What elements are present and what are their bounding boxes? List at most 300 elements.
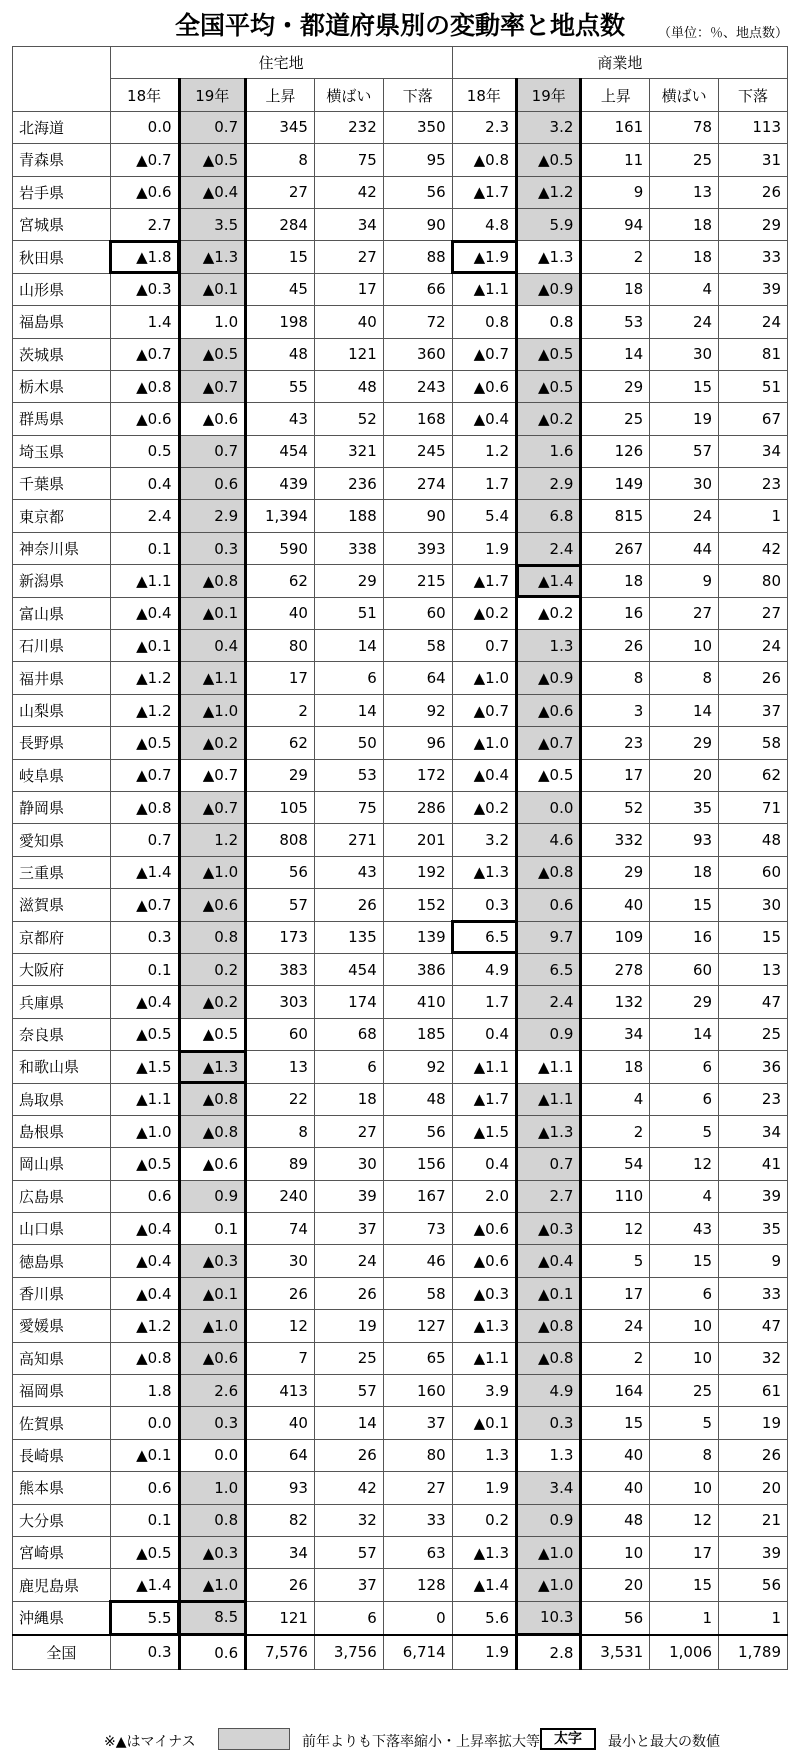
com-18-cell: ▲1.3 (452, 1310, 516, 1342)
res-19-cell: ▲0.3 (179, 1536, 246, 1568)
res-19-cell: ▲1.0 (179, 1569, 246, 1601)
table-row (13, 856, 788, 888)
res-up-cell: 64 (246, 1439, 315, 1471)
res-18-cell: ▲0.7 (110, 889, 179, 921)
com-up-cell: 278 (581, 953, 650, 985)
res-up-cell: 198 (246, 306, 315, 338)
res-flat-header: 横ばい (314, 79, 383, 111)
com-19-cell: 1.6 (517, 435, 581, 467)
table-body (13, 111, 788, 1669)
com-up-cell: 126 (581, 435, 650, 467)
com-down-cell: 67 (719, 403, 788, 435)
res-down-cell: 215 (383, 565, 452, 597)
com-18-cell: 4.8 (452, 208, 516, 240)
prefecture-cell: 鹿児島県 (13, 1569, 111, 1601)
res-19-cell: 8.5 (179, 1601, 246, 1634)
res-up-cell: 15 (246, 241, 315, 273)
com-down-cell: 81 (719, 338, 788, 370)
com-down-cell: 80 (719, 565, 788, 597)
com-19-cell: ▲0.2 (517, 597, 581, 629)
res-flat-cell: 174 (314, 986, 383, 1018)
prefecture-cell: 広島県 (13, 1180, 111, 1212)
com-18-cell: ▲1.3 (452, 1536, 516, 1568)
res-19-cell: ▲0.6 (179, 1342, 246, 1374)
res-flat-cell: 14 (314, 1407, 383, 1439)
res-down-cell: 46 (383, 1245, 452, 1277)
table-row (13, 468, 788, 500)
res-down-cell: 393 (383, 532, 452, 564)
com-down-cell: 36 (719, 1051, 788, 1083)
res-18-cell: ▲0.8 (110, 370, 179, 402)
res-flat-cell: 68 (314, 1018, 383, 1050)
com-flat-cell: 35 (650, 791, 719, 823)
prefecture-cell: 新潟県 (13, 565, 111, 597)
res-down-cell: 172 (383, 759, 452, 791)
res-18-cell: ▲1.4 (110, 1569, 179, 1601)
table-row (13, 727, 788, 759)
com-up-cell: 14 (581, 338, 650, 370)
res-19-cell: 0.2 (179, 953, 246, 985)
res-19-cell: ▲0.7 (179, 759, 246, 791)
res-up-cell: 173 (246, 921, 315, 953)
com-19-cell: ▲1.3 (517, 241, 581, 273)
com-18-cell: ▲1.3 (452, 856, 516, 888)
com-down-cell: 24 (719, 630, 788, 662)
res-18-cell: ▲1.0 (110, 1115, 179, 1147)
com-flat-cell: 10 (650, 1472, 719, 1504)
res-up-cell: 26 (246, 1569, 315, 1601)
com-flat-cell: 10 (650, 1342, 719, 1374)
com-up-cell: 332 (581, 824, 650, 856)
com-19-cell: ▲0.7 (517, 727, 581, 759)
com-19-cell: ▲1.2 (517, 176, 581, 208)
res-flat-cell: 14 (314, 694, 383, 726)
table-row (13, 1213, 788, 1245)
com-down-cell: 1,789 (719, 1635, 788, 1670)
prefecture-cell: 栃木県 (13, 370, 111, 402)
com-18-cell: 0.7 (452, 630, 516, 662)
res-flat-cell: 75 (314, 791, 383, 823)
com-down-cell: 1 (719, 500, 788, 532)
res-19-cell: ▲0.8 (179, 565, 246, 597)
com-flat-cell: 10 (650, 1310, 719, 1342)
prefecture-cell: 千葉県 (13, 468, 111, 500)
com-flat-cell: 20 (650, 759, 719, 791)
res-down-cell: 72 (383, 306, 452, 338)
prefecture-cell: 大阪府 (13, 953, 111, 985)
res-down-cell: 152 (383, 889, 452, 921)
prefecture-cell: 香川県 (13, 1277, 111, 1309)
com-up-cell: 23 (581, 727, 650, 759)
res-down-header: 下落 (383, 79, 452, 111)
com-up-cell: 16 (581, 597, 650, 629)
com-up-cell: 161 (581, 111, 650, 143)
com-up-cell: 2 (581, 1342, 650, 1374)
com-up-cell: 26 (581, 630, 650, 662)
res-flat-cell: 321 (314, 435, 383, 467)
com-flat-cell: 16 (650, 921, 719, 953)
res-up-cell: 121 (246, 1601, 315, 1634)
table-row (13, 921, 788, 953)
prefecture-cell: 静岡県 (13, 791, 111, 823)
com-flat-cell: 14 (650, 1018, 719, 1050)
page-title: 全国平均・都道府県別の変動率と地点数 (174, 11, 625, 40)
com-18-cell: ▲0.3 (452, 1277, 516, 1309)
res-18-cell: ▲0.5 (110, 1018, 179, 1050)
res-up-cell: 413 (246, 1375, 315, 1407)
res-18-cell: 0.1 (110, 532, 179, 564)
res-18-cell: ▲0.4 (110, 1277, 179, 1309)
prefecture-cell: 大分県 (13, 1504, 111, 1536)
res-up-cell: 89 (246, 1148, 315, 1180)
res-down-cell: 350 (383, 111, 452, 143)
res-flat-cell: 27 (314, 241, 383, 273)
res-down-cell: 286 (383, 791, 452, 823)
res-down-cell: 160 (383, 1375, 452, 1407)
res-19-cell: ▲0.1 (179, 273, 246, 305)
res-up-cell: 13 (246, 1051, 315, 1083)
com-18-cell: 0.3 (452, 889, 516, 921)
com-18-cell: 4.9 (452, 953, 516, 985)
table-row (13, 208, 788, 240)
res-up-cell: 7 (246, 1342, 315, 1374)
res-18-cell: 0.1 (110, 1504, 179, 1536)
table-row (13, 1180, 788, 1212)
res-18-cell: ▲1.1 (110, 1083, 179, 1115)
res-18-cell: 0.0 (110, 111, 179, 143)
res-flat-cell: 338 (314, 532, 383, 564)
res-18-cell: ▲1.4 (110, 856, 179, 888)
com-19-cell: ▲0.8 (517, 856, 581, 888)
table-row (13, 1115, 788, 1147)
table-row (13, 1277, 788, 1309)
res-18-cell: ▲0.5 (110, 727, 179, 759)
com-19-cell: 0.6 (517, 889, 581, 921)
com-19-cell: ▲1.4 (517, 565, 581, 597)
res-19-cell: 0.4 (179, 630, 246, 662)
com-down-cell: 41 (719, 1148, 788, 1180)
com-down-cell: 37 (719, 694, 788, 726)
com-up-cell: 29 (581, 370, 650, 402)
com-down-cell: 113 (719, 111, 788, 143)
table-row (13, 824, 788, 856)
com-flat-cell: 5 (650, 1115, 719, 1147)
res-down-cell: 37 (383, 1407, 452, 1439)
com-19-cell: 0.3 (517, 1407, 581, 1439)
res-down-cell: 60 (383, 597, 452, 629)
com-18-cell: 2.0 (452, 1180, 516, 1212)
res-down-cell: 73 (383, 1213, 452, 1245)
com-up-cell: 54 (581, 1148, 650, 1180)
com-down-cell: 26 (719, 662, 788, 694)
table-row (13, 791, 788, 823)
com-flat-cell: 29 (650, 986, 719, 1018)
com-down-cell: 39 (719, 1536, 788, 1568)
res-up-cell: 60 (246, 1018, 315, 1050)
res-19-cell: ▲0.2 (179, 727, 246, 759)
res-19-cell: 1.2 (179, 824, 246, 856)
com-down-cell: 29 (719, 208, 788, 240)
com-down-cell: 62 (719, 759, 788, 791)
com-up-header: 上昇 (581, 79, 650, 111)
com-19-cell: ▲0.9 (517, 273, 581, 305)
res-down-cell: 128 (383, 1569, 452, 1601)
res-18-cell: ▲0.7 (110, 338, 179, 370)
com-down-cell: 20 (719, 1472, 788, 1504)
res-up-cell: 57 (246, 889, 315, 921)
com-flat-cell: 4 (650, 273, 719, 305)
com-18-cell: ▲1.0 (452, 727, 516, 759)
res-flat-cell: 24 (314, 1245, 383, 1277)
res-down-cell: 0 (383, 1601, 452, 1634)
com-18-cell: ▲1.1 (452, 1342, 516, 1374)
res-flat-cell: 30 (314, 1148, 383, 1180)
res-up-cell: 62 (246, 565, 315, 597)
res-19-cell: ▲1.0 (179, 856, 246, 888)
res-18-cell: 2.7 (110, 208, 179, 240)
com-19-cell: ▲1.1 (517, 1083, 581, 1115)
com-18-cell: ▲0.7 (452, 694, 516, 726)
com-19-cell: 2.9 (517, 468, 581, 500)
com-flat-cell: 18 (650, 856, 719, 888)
prefecture-cell: 神奈川県 (13, 532, 111, 564)
com-down-cell: 30 (719, 889, 788, 921)
res-flat-cell: 42 (314, 176, 383, 208)
prefecture-cell: 茨城県 (13, 338, 111, 370)
res-down-cell: 167 (383, 1180, 452, 1212)
com-down-cell: 34 (719, 435, 788, 467)
table-row (13, 1083, 788, 1115)
res-18-cell: 2.4 (110, 500, 179, 532)
com-up-cell: 48 (581, 1504, 650, 1536)
com-up-cell: 5 (581, 1245, 650, 1277)
com-flat-cell: 15 (650, 889, 719, 921)
res-flat-cell: 39 (314, 1180, 383, 1212)
table-row (13, 597, 788, 629)
com-flat-cell: 6 (650, 1051, 719, 1083)
com-up-cell: 94 (581, 208, 650, 240)
com-18-cell: ▲1.0 (452, 662, 516, 694)
res-down-cell: 90 (383, 208, 452, 240)
com-flat-cell: 15 (650, 1245, 719, 1277)
res-19-cell: ▲0.1 (179, 1277, 246, 1309)
com-up-cell: 3 (581, 694, 650, 726)
com-18-cell: 3.9 (452, 1375, 516, 1407)
prefecture-cell: 高知県 (13, 1342, 111, 1374)
com-19-cell: ▲0.5 (517, 144, 581, 176)
com-19-cell: 1.3 (517, 1439, 581, 1471)
com-down-cell: 32 (719, 1342, 788, 1374)
com-19-cell: 3.2 (517, 111, 581, 143)
prefecture-cell: 愛媛県 (13, 1310, 111, 1342)
com-18-cell: ▲1.7 (452, 176, 516, 208)
table-row (13, 1536, 788, 1568)
com-down-cell: 42 (719, 532, 788, 564)
prefecture-cell: 山梨県 (13, 694, 111, 726)
com-flat-cell: 12 (650, 1148, 719, 1180)
prefecture-cell: 京都府 (13, 921, 111, 953)
com-19-cell: 0.9 (517, 1504, 581, 1536)
res-up-cell: 240 (246, 1180, 315, 1212)
com-down-cell: 26 (719, 176, 788, 208)
res-19-cell: 0.8 (179, 921, 246, 953)
table-row (13, 273, 788, 305)
res-19-cell: 0.9 (179, 1180, 246, 1212)
res-19-cell: ▲0.5 (179, 1018, 246, 1050)
prefecture-cell: 長崎県 (13, 1439, 111, 1471)
com-flat-cell: 5 (650, 1407, 719, 1439)
com-19-cell: 2.4 (517, 986, 581, 1018)
res-flat-cell: 236 (314, 468, 383, 500)
table-row (13, 1407, 788, 1439)
prefecture-cell: 宮崎県 (13, 1536, 111, 1568)
com-19-cell: ▲1.1 (517, 1051, 581, 1083)
com-up-cell: 29 (581, 856, 650, 888)
com-18-cell: 5.4 (452, 500, 516, 532)
res-18-cell: ▲0.7 (110, 759, 179, 791)
com-down-cell: 51 (719, 370, 788, 402)
res-19-cell: 1.0 (179, 1472, 246, 1504)
res-down-cell: 274 (383, 468, 452, 500)
res-19-cell: ▲0.4 (179, 176, 246, 208)
res-down-cell: 139 (383, 921, 452, 953)
res-18-cell: 0.0 (110, 1407, 179, 1439)
commercial-header: 商業地 (452, 47, 787, 79)
table-row (13, 306, 788, 338)
com-up-cell: 8 (581, 662, 650, 694)
res-up-cell: 454 (246, 435, 315, 467)
com-down-cell: 26 (719, 1439, 788, 1471)
res-up-cell: 590 (246, 532, 315, 564)
com-flat-cell: 30 (650, 468, 719, 500)
com-up-cell: 40 (581, 889, 650, 921)
residential-header: 住宅地 (110, 47, 452, 79)
res-flat-cell: 18 (314, 1083, 383, 1115)
prefecture-cell: 群馬県 (13, 403, 111, 435)
res-down-cell: 156 (383, 1148, 452, 1180)
com-19-cell: 3.4 (517, 1472, 581, 1504)
res-19-header: 19年 (179, 79, 246, 111)
prefecture-cell: 奈良県 (13, 1018, 111, 1050)
com-19-cell: 1.3 (517, 630, 581, 662)
res-down-cell: 65 (383, 1342, 452, 1374)
com-down-cell: 34 (719, 1115, 788, 1147)
res-18-cell: ▲1.2 (110, 662, 179, 694)
res-19-cell: ▲1.3 (179, 1051, 246, 1083)
bold-note: 最小と最大の数値 (608, 1734, 720, 1750)
com-19-cell: 5.9 (517, 208, 581, 240)
com-19-cell: ▲0.6 (517, 694, 581, 726)
com-19-cell: ▲0.8 (517, 1310, 581, 1342)
total-row (13, 1635, 788, 1670)
res-up-cell: 93 (246, 1472, 315, 1504)
com-down-cell: 24 (719, 306, 788, 338)
com-19-cell: 0.8 (517, 306, 581, 338)
com-flat-cell: 24 (650, 500, 719, 532)
com-flat-cell: 1 (650, 1601, 719, 1634)
com-19-cell: ▲1.0 (517, 1569, 581, 1601)
res-up-cell: 17 (246, 662, 315, 694)
res-up-cell: 40 (246, 597, 315, 629)
res-down-cell: 63 (383, 1536, 452, 1568)
res-flat-cell: 27 (314, 1115, 383, 1147)
res-flat-cell: 32 (314, 1504, 383, 1536)
com-flat-cell: 15 (650, 370, 719, 402)
table-row (13, 111, 788, 143)
com-up-cell: 40 (581, 1439, 650, 1471)
table-row (13, 500, 788, 532)
com-up-cell: 34 (581, 1018, 650, 1050)
com-19-cell: ▲0.3 (517, 1213, 581, 1245)
res-down-cell: 56 (383, 176, 452, 208)
com-18-cell: 6.5 (452, 921, 516, 953)
prefecture-cell: 北海道 (13, 111, 111, 143)
res-18-cell: ▲0.5 (110, 1536, 179, 1568)
res-19-cell: ▲0.2 (179, 986, 246, 1018)
com-18-cell: ▲1.4 (452, 1569, 516, 1601)
com-down-cell: 58 (719, 727, 788, 759)
res-up-cell: 45 (246, 273, 315, 305)
res-19-cell: 0.3 (179, 1407, 246, 1439)
com-18-cell: ▲0.4 (452, 403, 516, 435)
com-19-cell: ▲0.5 (517, 370, 581, 402)
table-row (13, 889, 788, 921)
res-19-cell: ▲0.3 (179, 1245, 246, 1277)
res-up-cell: 284 (246, 208, 315, 240)
res-up-cell: 48 (246, 338, 315, 370)
table-row (13, 1148, 788, 1180)
com-up-cell: 56 (581, 1601, 650, 1634)
res-down-cell: 64 (383, 662, 452, 694)
res-18-cell: 0.4 (110, 468, 179, 500)
com-flat-cell: 60 (650, 953, 719, 985)
com-flat-cell: 29 (650, 727, 719, 759)
res-up-cell: 55 (246, 370, 315, 402)
com-18-cell: ▲0.8 (452, 144, 516, 176)
com-down-cell: 35 (719, 1213, 788, 1245)
table-row (13, 630, 788, 662)
com-up-cell: 24 (581, 1310, 650, 1342)
res-18-cell: ▲0.8 (110, 1342, 179, 1374)
res-18-cell: 0.5 (110, 435, 179, 467)
res-flat-cell: 14 (314, 630, 383, 662)
res-18-cell: ▲0.7 (110, 144, 179, 176)
prefecture-cell: 沖縄県 (13, 1601, 111, 1634)
res-19-cell: 0.6 (179, 1635, 246, 1670)
res-19-cell: ▲0.5 (179, 144, 246, 176)
res-18-header: 18年 (110, 79, 179, 111)
table-row (13, 532, 788, 564)
res-flat-cell: 188 (314, 500, 383, 532)
res-18-cell: ▲0.1 (110, 1439, 179, 1471)
com-19-cell: 9.7 (517, 921, 581, 953)
prefecture-cell: 宮城県 (13, 208, 111, 240)
com-19-cell: ▲0.9 (517, 662, 581, 694)
com-18-header: 18年 (452, 79, 516, 111)
com-up-cell: 109 (581, 921, 650, 953)
com-down-cell: 47 (719, 986, 788, 1018)
res-up-cell: 383 (246, 953, 315, 985)
res-down-cell: 168 (383, 403, 452, 435)
com-flat-cell: 25 (650, 1375, 719, 1407)
prefecture-cell: 全国 (13, 1635, 111, 1670)
res-up-cell: 26 (246, 1277, 315, 1309)
res-up-cell: 12 (246, 1310, 315, 1342)
com-flat-cell: 93 (650, 824, 719, 856)
com-18-cell: ▲1.1 (452, 273, 516, 305)
res-18-cell: ▲1.8 (110, 241, 179, 273)
res-down-cell: 96 (383, 727, 452, 759)
